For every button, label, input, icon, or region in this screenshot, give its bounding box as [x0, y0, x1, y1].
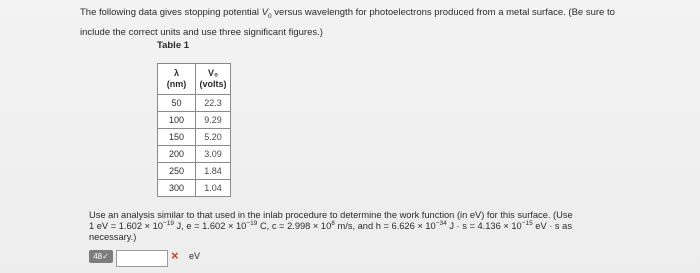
potential-cell: 3.09	[196, 146, 231, 163]
exponent: −19	[162, 219, 174, 227]
v0-symbol: V	[261, 7, 269, 18]
exponent: −19	[246, 219, 258, 227]
intro-text-1a: The following data gives stopping potential	[80, 7, 262, 18]
table-row	[158, 112, 231, 129]
wavelength-cell: 200	[158, 146, 196, 163]
incorrect-icon: ×	[171, 248, 179, 263]
constant-ev: 1 eV = 1.602 × 10	[89, 221, 163, 231]
table-row	[158, 129, 231, 146]
table-row	[158, 146, 231, 163]
exponent: 8	[331, 219, 335, 227]
constant-tail: eV · s as	[532, 221, 572, 231]
header-potential	[196, 64, 231, 95]
answer-input[interactable]	[116, 250, 168, 267]
exponent: −34	[435, 219, 447, 227]
header-symbol: λ	[173, 68, 179, 78]
wavelength-cell: 50	[158, 95, 196, 112]
constant-h-ev: J · s = 4.136 × 10	[446, 221, 522, 231]
table-row	[158, 95, 231, 112]
question-line-3: necessary.)	[89, 232, 137, 242]
constant-h: m/s, and h = 6.626 × 10	[334, 221, 436, 231]
answer-check-button[interactable]: 48✓	[89, 250, 113, 263]
constant-c: C, c = 2.998 × 10	[257, 221, 332, 231]
problem-intro	[80, 5, 690, 41]
question-text	[89, 210, 689, 243]
wavelength-cell: 150	[158, 129, 196, 146]
wavelength-cell: 300	[158, 180, 196, 197]
header-unit: (volts)	[199, 79, 227, 89]
header-wavelength	[158, 64, 196, 95]
table-header-row	[158, 64, 231, 95]
constant-e: J, e = 1.602 × 10	[173, 221, 247, 231]
question-line-1: Use an analysis similar to that used in the inlab procedure to determine the work function (in eV) for this surface. (Use	[89, 210, 573, 220]
exponent: −15	[521, 219, 533, 227]
intro-text-1b: versus wavelength for photoelectrons produced from a metal surface. (Be sure to	[271, 7, 615, 18]
potential-cell: 1.04	[196, 180, 231, 197]
table-caption: Table 1	[157, 40, 190, 51]
wavelength-cell: 100	[158, 112, 196, 129]
answer-unit: eV	[189, 251, 201, 261]
potential-cell: 9.29	[196, 112, 231, 129]
table-row	[158, 163, 231, 180]
potential-cell: 5.20	[196, 129, 231, 146]
header-unit: (nm)	[166, 79, 187, 89]
intro-text-2: include the correct units and use three significant figures.)	[80, 26, 323, 38]
header-symbol: V₀	[207, 68, 219, 78]
wavelength-cell: 250	[158, 163, 196, 180]
data-table	[157, 63, 231, 197]
table-row	[158, 180, 231, 197]
potential-cell: 22.3	[196, 95, 231, 112]
potential-cell: 1.84	[196, 163, 231, 180]
v0-subscript: 0	[268, 12, 272, 20]
